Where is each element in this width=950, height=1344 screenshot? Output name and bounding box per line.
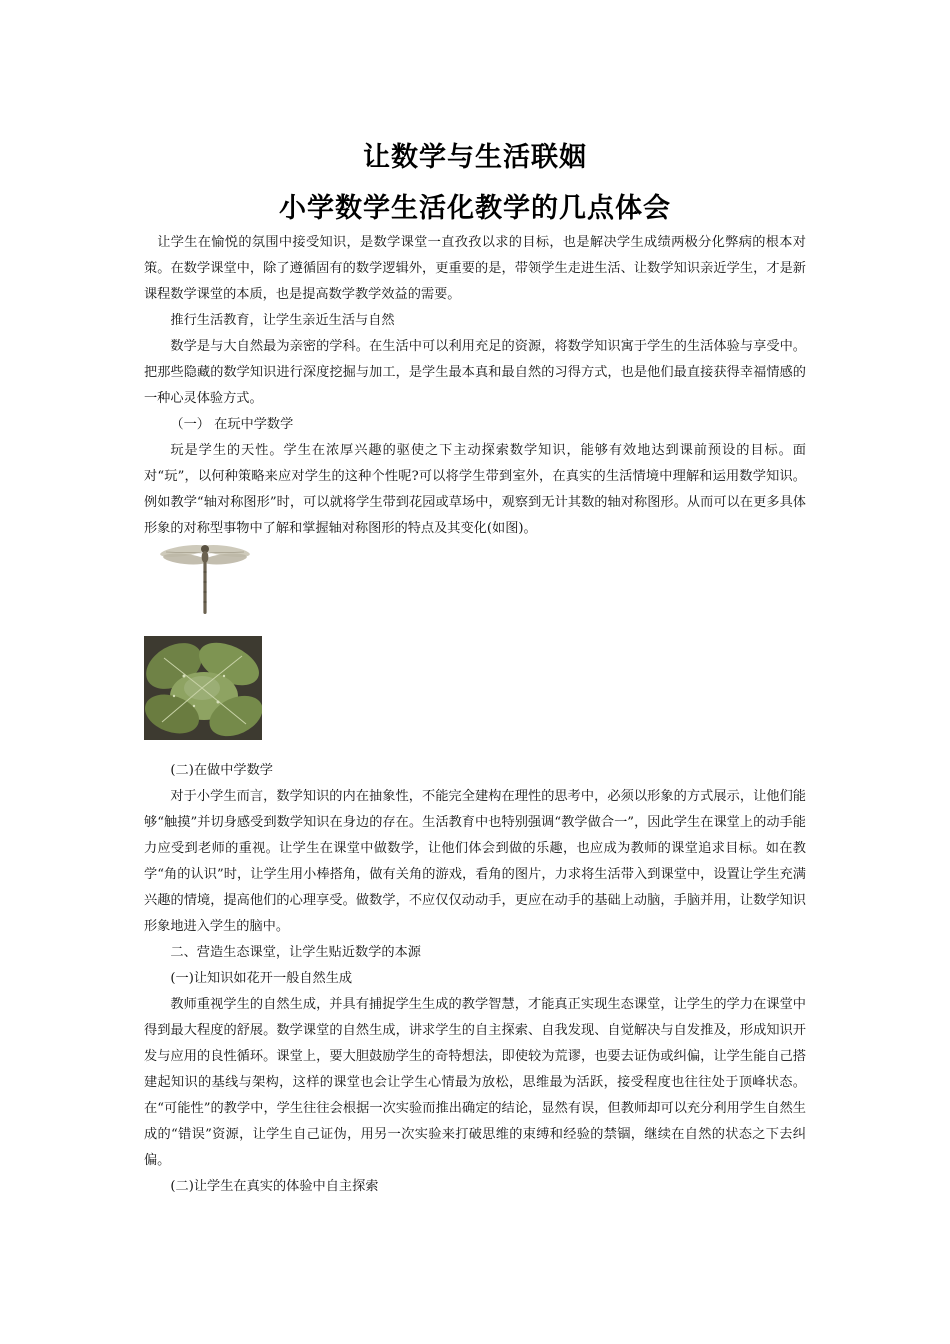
paragraph-natural: 教师重视学生的自然生成，并具有捕捉学生生成的教学智慧，才能真正实现生态课堂，让学生的学力在课堂中得到最大程度的舒展。数学课堂的自然生成，讲求学生的自主探索、自我发现、自觉解决与自发推及，形成知识开发与应用的良性循环。课堂上，要大胆鼓励学生的奇特想法，即使较为荒谬，也要去证伪或纠偏，让学生能自己搭建起知识的基线与架构，这样的课堂也会让学生心情最为放松，思维最为活跃，接受程度也往往处于顶峰状态。在“可能性”的教学中，学生往往会根据一次实验而推出确定的结论，显然有误，但教师却可以充分利用学生自然生成的“错误”资源，让学生自己证伪，用另一次实验来打破思维的束缚和经验的禁锢，继续在自然的状态之下去纠偏。 [144, 997, 806, 1168]
intro-paragraph: 让学生在愉悦的氛围中接受知识，是数学课堂一直孜孜以求的目标，也是解决学生成绩两极分化弊病的根本对策。在数学课堂中，除了遵循固有的数学逻辑外，更重要的是，带领学生走进生活、让数学知识亲近学生，才是新课程数学课堂的本质，也是提高数学教学效益的需要。 [144, 235, 806, 302]
subheading-play: （一） 在玩中学数学 [170, 417, 294, 432]
dragonfly-image [160, 538, 250, 618]
document-title: 让数学与生活联姻 [363, 142, 587, 173]
section-heading-1: 推行生活教育，让学生亲近生活与自然 [170, 313, 395, 328]
leaf-plant-image [144, 636, 262, 740]
text-block-upper [144, 230, 806, 542]
paragraph-nature: 数学是与大自然最为亲密的学科。在生活中可以利用充足的资源，将数学知识寓于学生的生活体验与享受中。把那些隐藏的数学知识进行深度挖掘与加工，是学生最本真和最自然的习得方式，也是他们最直接获得幸福情感的一种心灵体验方式。 [144, 339, 806, 406]
section-heading-2: 二、营造生态课堂，让学生贴近数学的本源 [170, 945, 421, 960]
subheading-natural: (一)让知识如花开一般自然生成 [170, 971, 353, 986]
subheading-do: (二)在做中学数学 [170, 763, 273, 778]
text-block-lower [144, 758, 806, 1200]
subheading-explore: (二)让学生在真实的体验中自主探索 [170, 1179, 379, 1194]
paragraph-play: 玩是学生的天性。学生在浓厚兴趣的驱使之下主动探索数学知识，能够有效地达到课前预设的目标。面对“玩”，以何种策略来应对学生的这种个性呢?可以将学生带到室外，在真实的生活情境中理解和运用数学知识。例如教学“轴对称图形”时，可以就将学生带到花园或草场中，观察到无计其数的轴对称图形。从而可以在更多具体形象的对称型事物中了解和掌握轴对称图形的特点及其变化(如图)。 [144, 443, 806, 536]
document-subtitle: 小学数学生活化教学的几点体会 [279, 193, 671, 224]
paragraph-do: 对于小学生而言，数学知识的内在抽象性，不能完全建构在理性的思考中，必须以形象的方式展示，让他们能够“触摸”并切身感受到数学知识在身边的存在。生活教育中也特别强调“教学做合一”，因此学生在课堂上的动手能力应受到老师的重视。让学生在课堂中做数学，让他们体会到做的乐趣，也应成为教师的课堂追求目标。如在教学“角的认识”时，让学生用小棒搭角，做有关角的游戏，看角的图片，力求将生活带入到课堂中，设置让学生充满兴趣的情境，提高他们的心理享受。做数学，不应仅仅动动手，更应在动手的基础上动脑，手脑并用，让数学知识形象地进入学生的脑中。 [144, 789, 806, 934]
